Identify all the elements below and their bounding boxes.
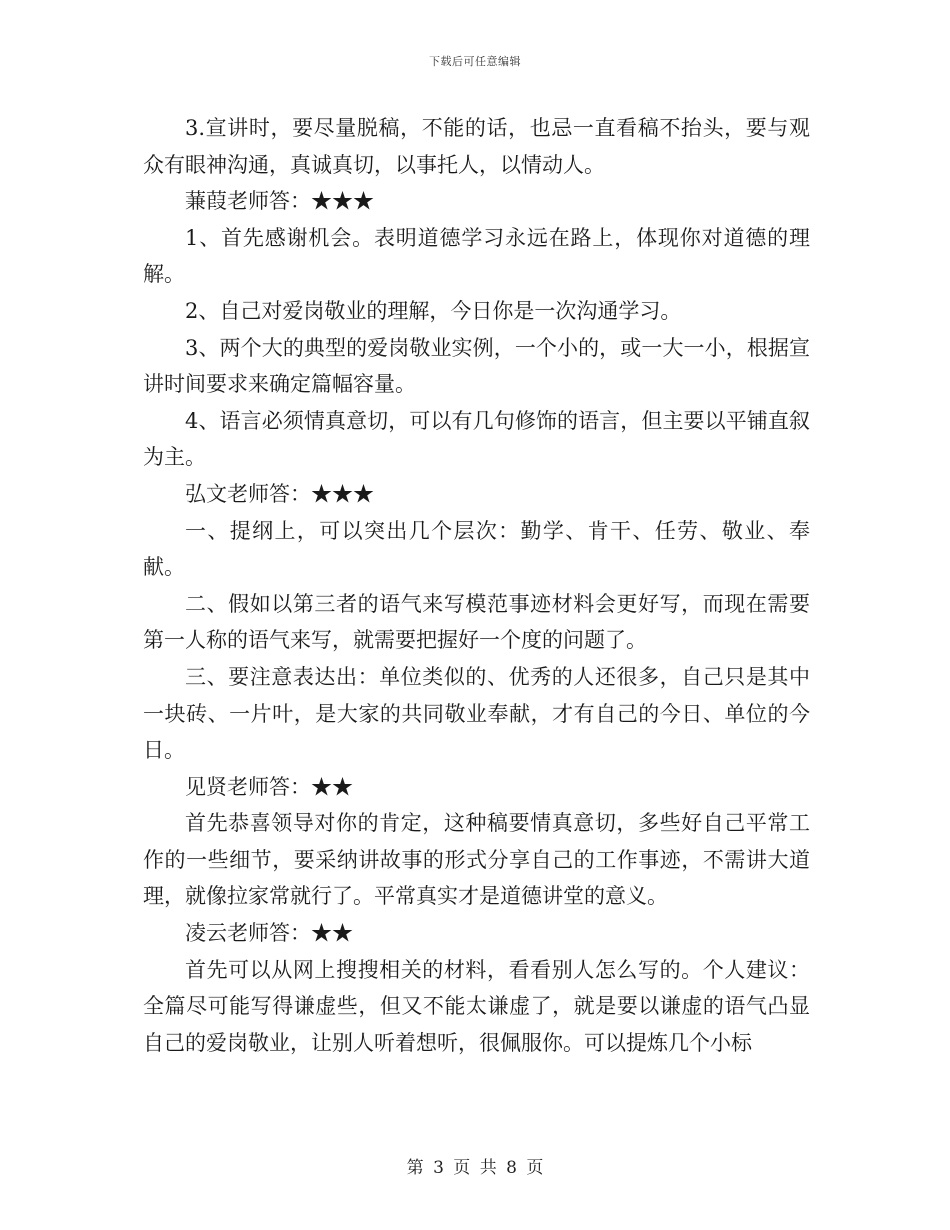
- answer-heading-jianjia: 蒹葭老师答：★★★: [185, 189, 374, 214]
- paragraph-jianxian: 首先恭喜领导对你的肯定，这种稿要情真意切，多些好自己平常工作的一些细节，要采纳讲故事的形式分享自己的工作事迹，不需讲大道理，就像拉家常就行了。平常真实才是道德讲堂的意义。: [143, 811, 810, 909]
- paragraph-jianjia-4: 4、语言必须情真意切，可以有几句修饰的语言，但主要以平铺直叙为主。: [143, 408, 810, 470]
- paragraph-hongwen-1: 一、提纲上，可以突出几个层次：勤学、肯干、任劳、敬业、奉献。: [143, 518, 810, 580]
- paragraph-jianjia-3: 3、两个大的典型的爱岗敬业实例，一个小的，或一大一小，根据宣讲时间要求来确定篇幅容量。: [143, 335, 810, 397]
- paragraph-jianjia-2: 2、自己对爱岗敬业的理解，今日你是一次沟通学习。: [185, 298, 682, 323]
- document-body: [143, 110, 810, 1061]
- page-number-footer: 第 3 页 共 8 页: [406, 1158, 544, 1178]
- paragraph-tip-3: 3.宣讲时，要尽量脱稿，不能的话，也忌一直看稿不抬头，要与观众有眼神沟通，真诚真切，以事托人，以情动人。: [143, 116, 810, 177]
- paragraph-hongwen-3: 三、要注意表达出：单位类似的、优秀的人还很多，自己只是其中一块砖、一片叶，是大家的共同敬业奉献，才有自己的今日、单位的今日。: [143, 664, 810, 763]
- answer-heading-lingyun: 凌云老师答：★★: [185, 921, 353, 946]
- paragraph-hongwen-2: 二、假如以第三者的语气来写模范事迹材料会更好写，而现在需要第一人称的语气来写，就需要把握好一个度的问题了。: [143, 591, 810, 653]
- paragraph-jianjia-1: 1、首先感谢机会。表明道德学习永远在路上，体现你对道德的理解。: [143, 225, 810, 287]
- paragraph-lingyun: 首先可以从网上搜搜相关的材料，看看别人怎么写的。个人建议：全篇尽可能写得谦虚些，但又不能太谦虚了，就是要以谦虚的语气凸显自己的爱岗敬业，让别人听着想听，很佩服你。可以提炼几个小标: [143, 957, 810, 1055]
- page-header: 下载后可任意编辑: [429, 55, 521, 68]
- answer-heading-hongwen: 弘文老师答：★★★: [185, 481, 374, 506]
- answer-heading-jianxian: 见贤老师答：★★: [185, 774, 353, 799]
